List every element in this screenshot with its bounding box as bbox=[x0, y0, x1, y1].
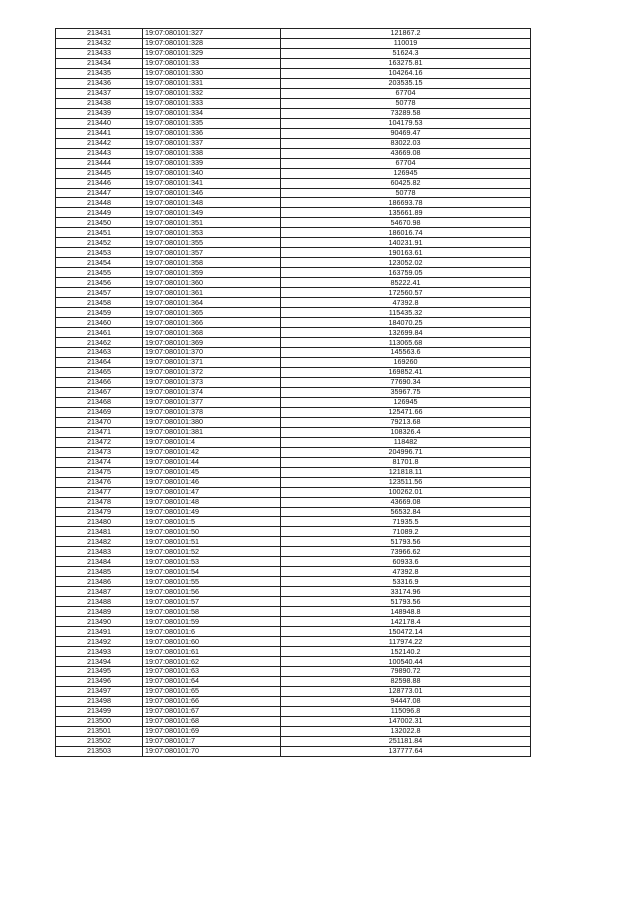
table-row bbox=[56, 577, 531, 587]
table-row bbox=[56, 288, 531, 298]
cadastral-value: 85222.41 bbox=[281, 278, 531, 288]
table-row bbox=[56, 467, 531, 477]
cadastral-value: 140231.91 bbox=[281, 238, 531, 248]
table-row bbox=[56, 178, 531, 188]
table-row bbox=[56, 258, 531, 268]
cadastral-value: 60933.6 bbox=[281, 557, 531, 567]
table-row bbox=[56, 457, 531, 467]
cadastral-value: 172560.57 bbox=[281, 288, 531, 298]
row-id: 213433 bbox=[56, 48, 143, 58]
table-row bbox=[56, 726, 531, 736]
cadastral-value: 43669.08 bbox=[281, 497, 531, 507]
cadastral-number: 19:07:080101:361 bbox=[143, 288, 281, 298]
cadastral-number: 19:07:080101:328 bbox=[143, 38, 281, 48]
cadastral-number: 19:07:080101:56 bbox=[143, 587, 281, 597]
cadastral-number: 19:07:080101:50 bbox=[143, 527, 281, 537]
cadastral-value: 73966.62 bbox=[281, 547, 531, 557]
cadastral-number: 19:07:080101:337 bbox=[143, 138, 281, 148]
row-id: 213463 bbox=[56, 348, 143, 358]
table-row bbox=[56, 338, 531, 348]
cadastral-number: 19:07:080101:348 bbox=[143, 198, 281, 208]
table-row bbox=[56, 597, 531, 607]
table-row bbox=[56, 88, 531, 98]
cadastral-number: 19:07:080101:53 bbox=[143, 557, 281, 567]
cadastral-number: 19:07:080101:381 bbox=[143, 427, 281, 437]
cadastral-value: 123511.56 bbox=[281, 477, 531, 487]
cadastral-number: 19:07:080101:4 bbox=[143, 437, 281, 447]
cadastral-value: 50778 bbox=[281, 188, 531, 198]
table-row bbox=[56, 387, 531, 397]
cadastral-number: 19:07:080101:33 bbox=[143, 58, 281, 68]
cadastral-value: 115096.8 bbox=[281, 706, 531, 716]
cadastral-number: 19:07:080101:335 bbox=[143, 118, 281, 128]
cadastral-number: 19:07:080101:45 bbox=[143, 467, 281, 477]
cadastral-value: 90469.47 bbox=[281, 128, 531, 138]
row-id: 213486 bbox=[56, 577, 143, 587]
table-row bbox=[56, 318, 531, 328]
row-id: 213477 bbox=[56, 487, 143, 497]
cadastral-number: 19:07:080101:340 bbox=[143, 168, 281, 178]
cadastral-value: 117974.22 bbox=[281, 637, 531, 647]
table-row bbox=[56, 587, 531, 597]
table-row bbox=[56, 58, 531, 68]
cadastral-number: 19:07:080101:365 bbox=[143, 308, 281, 318]
row-id: 213488 bbox=[56, 597, 143, 607]
cadastral-value: 110019 bbox=[281, 38, 531, 48]
row-id: 213471 bbox=[56, 427, 143, 437]
row-id: 213496 bbox=[56, 676, 143, 686]
cadastral-value: 132699.84 bbox=[281, 328, 531, 338]
cadastral-value: 113065.68 bbox=[281, 338, 531, 348]
row-id: 213459 bbox=[56, 308, 143, 318]
row-id: 213495 bbox=[56, 667, 143, 677]
table-row bbox=[56, 547, 531, 557]
row-id: 213481 bbox=[56, 527, 143, 537]
cadastral-value: 71089.2 bbox=[281, 527, 531, 537]
cadastral-number: 19:07:080101:62 bbox=[143, 657, 281, 667]
table-row bbox=[56, 667, 531, 677]
row-id: 213473 bbox=[56, 447, 143, 457]
table-row bbox=[56, 607, 531, 617]
table-row bbox=[56, 98, 531, 108]
table-row bbox=[56, 477, 531, 487]
table-row bbox=[56, 696, 531, 706]
cadastral-number: 19:07:080101:65 bbox=[143, 686, 281, 696]
table-row bbox=[56, 437, 531, 447]
cadastral-number: 19:07:080101:380 bbox=[143, 417, 281, 427]
cadastral-number: 19:07:080101:42 bbox=[143, 447, 281, 457]
row-id: 213432 bbox=[56, 38, 143, 48]
cadastral-number: 19:07:080101:68 bbox=[143, 716, 281, 726]
cadastral-value: 79890.72 bbox=[281, 667, 531, 677]
row-id: 213489 bbox=[56, 607, 143, 617]
cadastral-number: 19:07:080101:52 bbox=[143, 547, 281, 557]
cadastral-number: 19:07:080101:346 bbox=[143, 188, 281, 198]
row-id: 213503 bbox=[56, 746, 143, 756]
table-row bbox=[56, 357, 531, 367]
cadastral-number: 19:07:080101:332 bbox=[143, 88, 281, 98]
table-row bbox=[56, 78, 531, 88]
row-id: 213502 bbox=[56, 736, 143, 746]
cadastral-value: 77690.34 bbox=[281, 377, 531, 387]
row-id: 213472 bbox=[56, 437, 143, 447]
cadastral-number: 19:07:080101:48 bbox=[143, 497, 281, 507]
table-row bbox=[56, 487, 531, 497]
row-id: 213466 bbox=[56, 377, 143, 387]
cadastral-value: 94447.08 bbox=[281, 696, 531, 706]
row-id: 213470 bbox=[56, 417, 143, 427]
cadastral-number: 19:07:080101:334 bbox=[143, 108, 281, 118]
row-id: 213501 bbox=[56, 726, 143, 736]
cadastral-number: 19:07:080101:47 bbox=[143, 487, 281, 497]
cadastral-value: 43669.08 bbox=[281, 148, 531, 158]
row-id: 213491 bbox=[56, 627, 143, 637]
cadastral-value: 51624.3 bbox=[281, 48, 531, 58]
table-row bbox=[56, 537, 531, 547]
cadastral-number: 19:07:080101:7 bbox=[143, 736, 281, 746]
cadastral-number: 19:07:080101:60 bbox=[143, 637, 281, 647]
cadastral-number: 19:07:080101:353 bbox=[143, 228, 281, 238]
table-row bbox=[56, 48, 531, 58]
row-id: 213479 bbox=[56, 507, 143, 517]
table-row bbox=[56, 38, 531, 48]
row-id: 213482 bbox=[56, 537, 143, 547]
cadastral-number: 19:07:080101:374 bbox=[143, 387, 281, 397]
cadastral-number: 19:07:080101:339 bbox=[143, 158, 281, 168]
cadastral-value: 33174.96 bbox=[281, 587, 531, 597]
table-row bbox=[56, 527, 531, 537]
cadastral-value-table bbox=[55, 28, 531, 757]
cadastral-number: 19:07:080101:327 bbox=[143, 29, 281, 39]
cadastral-value: 67704 bbox=[281, 88, 531, 98]
cadastral-value: 115435.32 bbox=[281, 308, 531, 318]
row-id: 213467 bbox=[56, 387, 143, 397]
cadastral-value: 163759.05 bbox=[281, 268, 531, 278]
table-row bbox=[56, 657, 531, 667]
cadastral-value: 71935.5 bbox=[281, 517, 531, 527]
row-id: 213444 bbox=[56, 158, 143, 168]
row-id: 213475 bbox=[56, 467, 143, 477]
cadastral-value: 251181.84 bbox=[281, 736, 531, 746]
row-id: 213468 bbox=[56, 397, 143, 407]
cadastral-number: 19:07:080101:351 bbox=[143, 218, 281, 228]
table-row bbox=[56, 417, 531, 427]
cadastral-number: 19:07:080101:369 bbox=[143, 338, 281, 348]
row-id: 213451 bbox=[56, 228, 143, 238]
cadastral-value: 35967.75 bbox=[281, 387, 531, 397]
table-row bbox=[56, 706, 531, 716]
cadastral-number: 19:07:080101:44 bbox=[143, 457, 281, 467]
row-id: 213435 bbox=[56, 68, 143, 78]
cadastral-value: 54670.98 bbox=[281, 218, 531, 228]
cadastral-number: 19:07:080101:359 bbox=[143, 268, 281, 278]
cadastral-number: 19:07:080101:377 bbox=[143, 397, 281, 407]
table-row bbox=[56, 567, 531, 577]
cadastral-number: 19:07:080101:61 bbox=[143, 647, 281, 657]
row-id: 213436 bbox=[56, 78, 143, 88]
cadastral-value: 186693.78 bbox=[281, 198, 531, 208]
cadastral-number: 19:07:080101:331 bbox=[143, 78, 281, 88]
table-row bbox=[56, 238, 531, 248]
row-id: 213456 bbox=[56, 278, 143, 288]
cadastral-number: 19:07:080101:329 bbox=[143, 48, 281, 58]
cadastral-value: 169852.41 bbox=[281, 367, 531, 377]
cadastral-number: 19:07:080101:372 bbox=[143, 367, 281, 377]
cadastral-value: 128773.01 bbox=[281, 686, 531, 696]
cadastral-value: 118482 bbox=[281, 437, 531, 447]
row-id: 213457 bbox=[56, 288, 143, 298]
table-row bbox=[56, 647, 531, 657]
cadastral-number: 19:07:080101:6 bbox=[143, 627, 281, 637]
cadastral-value: 204996.71 bbox=[281, 447, 531, 457]
row-id: 213498 bbox=[56, 696, 143, 706]
cadastral-number: 19:07:080101:349 bbox=[143, 208, 281, 218]
cadastral-number: 19:07:080101:370 bbox=[143, 348, 281, 358]
cadastral-number: 19:07:080101:378 bbox=[143, 407, 281, 417]
cadastral-number: 19:07:080101:69 bbox=[143, 726, 281, 736]
cadastral-value: 121867.2 bbox=[281, 29, 531, 39]
cadastral-value: 121818.11 bbox=[281, 467, 531, 477]
cadastral-value: 152140.2 bbox=[281, 647, 531, 657]
cadastral-number: 19:07:080101:58 bbox=[143, 607, 281, 617]
cadastral-number: 19:07:080101:357 bbox=[143, 248, 281, 258]
cadastral-number: 19:07:080101:51 bbox=[143, 537, 281, 547]
row-id: 213442 bbox=[56, 138, 143, 148]
table-row bbox=[56, 248, 531, 258]
cadastral-number: 19:07:080101:5 bbox=[143, 517, 281, 527]
table-row bbox=[56, 716, 531, 726]
row-id: 213494 bbox=[56, 657, 143, 667]
cadastral-value: 50778 bbox=[281, 98, 531, 108]
cadastral-value: 186016.74 bbox=[281, 228, 531, 238]
cadastral-value: 51793.56 bbox=[281, 537, 531, 547]
row-id: 213437 bbox=[56, 88, 143, 98]
table-row bbox=[56, 188, 531, 198]
row-id: 213445 bbox=[56, 168, 143, 178]
table-row bbox=[56, 208, 531, 218]
cadastral-value: 137777.64 bbox=[281, 746, 531, 756]
cadastral-value: 142178.4 bbox=[281, 617, 531, 627]
row-id: 213480 bbox=[56, 517, 143, 527]
cadastral-value: 83022.03 bbox=[281, 138, 531, 148]
row-id: 213483 bbox=[56, 547, 143, 557]
row-id: 213458 bbox=[56, 298, 143, 308]
cadastral-number: 19:07:080101:333 bbox=[143, 98, 281, 108]
row-id: 213462 bbox=[56, 338, 143, 348]
table-row bbox=[56, 407, 531, 417]
table-row bbox=[56, 298, 531, 308]
table-row bbox=[56, 397, 531, 407]
cadastral-value: 67704 bbox=[281, 158, 531, 168]
cadastral-value: 123052.02 bbox=[281, 258, 531, 268]
row-id: 213485 bbox=[56, 567, 143, 577]
cadastral-value: 100262.01 bbox=[281, 487, 531, 497]
row-id: 213452 bbox=[56, 238, 143, 248]
row-id: 213476 bbox=[56, 477, 143, 487]
cadastral-number: 19:07:080101:368 bbox=[143, 328, 281, 338]
row-id: 213454 bbox=[56, 258, 143, 268]
table-row bbox=[56, 686, 531, 696]
row-id: 213478 bbox=[56, 497, 143, 507]
cadastral-number: 19:07:080101:55 bbox=[143, 577, 281, 587]
row-id: 213448 bbox=[56, 198, 143, 208]
cadastral-value: 132022.8 bbox=[281, 726, 531, 736]
row-id: 213460 bbox=[56, 318, 143, 328]
cadastral-value: 145563.6 bbox=[281, 348, 531, 358]
row-id: 213438 bbox=[56, 98, 143, 108]
cadastral-number: 19:07:080101:70 bbox=[143, 746, 281, 756]
row-id: 213492 bbox=[56, 637, 143, 647]
row-id: 213461 bbox=[56, 328, 143, 338]
table-row bbox=[56, 198, 531, 208]
cadastral-value: 148948.8 bbox=[281, 607, 531, 617]
cadastral-value: 79213.68 bbox=[281, 417, 531, 427]
cadastral-number: 19:07:080101:358 bbox=[143, 258, 281, 268]
cadastral-value: 169260 bbox=[281, 357, 531, 367]
table-row bbox=[56, 377, 531, 387]
cadastral-number: 19:07:080101:49 bbox=[143, 507, 281, 517]
cadastral-number: 19:07:080101:360 bbox=[143, 278, 281, 288]
table-row bbox=[56, 218, 531, 228]
cadastral-value: 104179.53 bbox=[281, 118, 531, 128]
table-row bbox=[56, 447, 531, 457]
table-row bbox=[56, 746, 531, 756]
row-id: 213493 bbox=[56, 647, 143, 657]
row-id: 213500 bbox=[56, 716, 143, 726]
table-row bbox=[56, 676, 531, 686]
table-row bbox=[56, 108, 531, 118]
cadastral-value: 163275.81 bbox=[281, 58, 531, 68]
table-row bbox=[56, 367, 531, 377]
cadastral-number: 19:07:080101:66 bbox=[143, 696, 281, 706]
row-id: 213434 bbox=[56, 58, 143, 68]
table-row bbox=[56, 268, 531, 278]
cadastral-number: 19:07:080101:371 bbox=[143, 357, 281, 367]
cadastral-value: 203535.15 bbox=[281, 78, 531, 88]
table-row bbox=[56, 627, 531, 637]
row-id: 213484 bbox=[56, 557, 143, 567]
table-row bbox=[56, 637, 531, 647]
cadastral-number: 19:07:080101:59 bbox=[143, 617, 281, 627]
table-row bbox=[56, 168, 531, 178]
cadastral-number: 19:07:080101:373 bbox=[143, 377, 281, 387]
cadastral-value: 51793.56 bbox=[281, 597, 531, 607]
row-id: 213464 bbox=[56, 357, 143, 367]
row-id: 213499 bbox=[56, 706, 143, 716]
row-id: 213446 bbox=[56, 178, 143, 188]
cadastral-number: 19:07:080101:54 bbox=[143, 567, 281, 577]
cadastral-number: 19:07:080101:46 bbox=[143, 477, 281, 487]
row-id: 213469 bbox=[56, 407, 143, 417]
row-id: 213431 bbox=[56, 29, 143, 39]
table-row bbox=[56, 148, 531, 158]
cadastral-number: 19:07:080101:63 bbox=[143, 667, 281, 677]
cadastral-number: 19:07:080101:355 bbox=[143, 238, 281, 248]
cadastral-value: 60425.82 bbox=[281, 178, 531, 188]
cadastral-value: 126945 bbox=[281, 397, 531, 407]
table-row bbox=[56, 507, 531, 517]
cadastral-value: 47392.8 bbox=[281, 567, 531, 577]
table-row bbox=[56, 228, 531, 238]
cadastral-number: 19:07:080101:57 bbox=[143, 597, 281, 607]
table-row bbox=[56, 736, 531, 746]
row-id: 213441 bbox=[56, 128, 143, 138]
row-id: 213449 bbox=[56, 208, 143, 218]
table-row bbox=[56, 617, 531, 627]
row-id: 213497 bbox=[56, 686, 143, 696]
cadastral-value: 104264.16 bbox=[281, 68, 531, 78]
cadastral-value: 82598.88 bbox=[281, 676, 531, 686]
cadastral-value: 190163.61 bbox=[281, 248, 531, 258]
table-row bbox=[56, 328, 531, 338]
cadastral-value: 81701.8 bbox=[281, 457, 531, 467]
cadastral-value: 56532.84 bbox=[281, 507, 531, 517]
row-id: 213474 bbox=[56, 457, 143, 467]
table-row bbox=[56, 517, 531, 527]
cadastral-value: 135661.89 bbox=[281, 208, 531, 218]
cadastral-number: 19:07:080101:341 bbox=[143, 178, 281, 188]
cadastral-value: 150472.14 bbox=[281, 627, 531, 637]
table-row bbox=[56, 308, 531, 318]
table-row bbox=[56, 278, 531, 288]
row-id: 213439 bbox=[56, 108, 143, 118]
row-id: 213450 bbox=[56, 218, 143, 228]
cadastral-number: 19:07:080101:330 bbox=[143, 68, 281, 78]
table-row bbox=[56, 158, 531, 168]
table-body bbox=[56, 29, 531, 757]
row-id: 213490 bbox=[56, 617, 143, 627]
row-id: 213443 bbox=[56, 148, 143, 158]
table-row bbox=[56, 138, 531, 148]
cadastral-value: 53316.9 bbox=[281, 577, 531, 587]
cadastral-value: 47392.8 bbox=[281, 298, 531, 308]
table-row bbox=[56, 29, 531, 39]
cadastral-value: 108326.4 bbox=[281, 427, 531, 437]
cadastral-value: 184070.25 bbox=[281, 318, 531, 328]
table-row bbox=[56, 348, 531, 358]
row-id: 213465 bbox=[56, 367, 143, 377]
cadastral-number: 19:07:080101:364 bbox=[143, 298, 281, 308]
row-id: 213447 bbox=[56, 188, 143, 198]
cadastral-value: 100540.44 bbox=[281, 657, 531, 667]
cadastral-number: 19:07:080101:338 bbox=[143, 148, 281, 158]
table-row bbox=[56, 557, 531, 567]
row-id: 213487 bbox=[56, 587, 143, 597]
cadastral-value: 126945 bbox=[281, 168, 531, 178]
row-id: 213440 bbox=[56, 118, 143, 128]
table-row bbox=[56, 68, 531, 78]
cadastral-number: 19:07:080101:67 bbox=[143, 706, 281, 716]
table-row bbox=[56, 427, 531, 437]
table-row bbox=[56, 497, 531, 507]
table-row bbox=[56, 128, 531, 138]
cadastral-value: 147002.31 bbox=[281, 716, 531, 726]
table-row bbox=[56, 118, 531, 128]
cadastral-number: 19:07:080101:336 bbox=[143, 128, 281, 138]
row-id: 213453 bbox=[56, 248, 143, 258]
row-id: 213455 bbox=[56, 268, 143, 278]
cadastral-number: 19:07:080101:64 bbox=[143, 676, 281, 686]
cadastral-number: 19:07:080101:366 bbox=[143, 318, 281, 328]
cadastral-value: 125471.66 bbox=[281, 407, 531, 417]
cadastral-value: 73289.58 bbox=[281, 108, 531, 118]
